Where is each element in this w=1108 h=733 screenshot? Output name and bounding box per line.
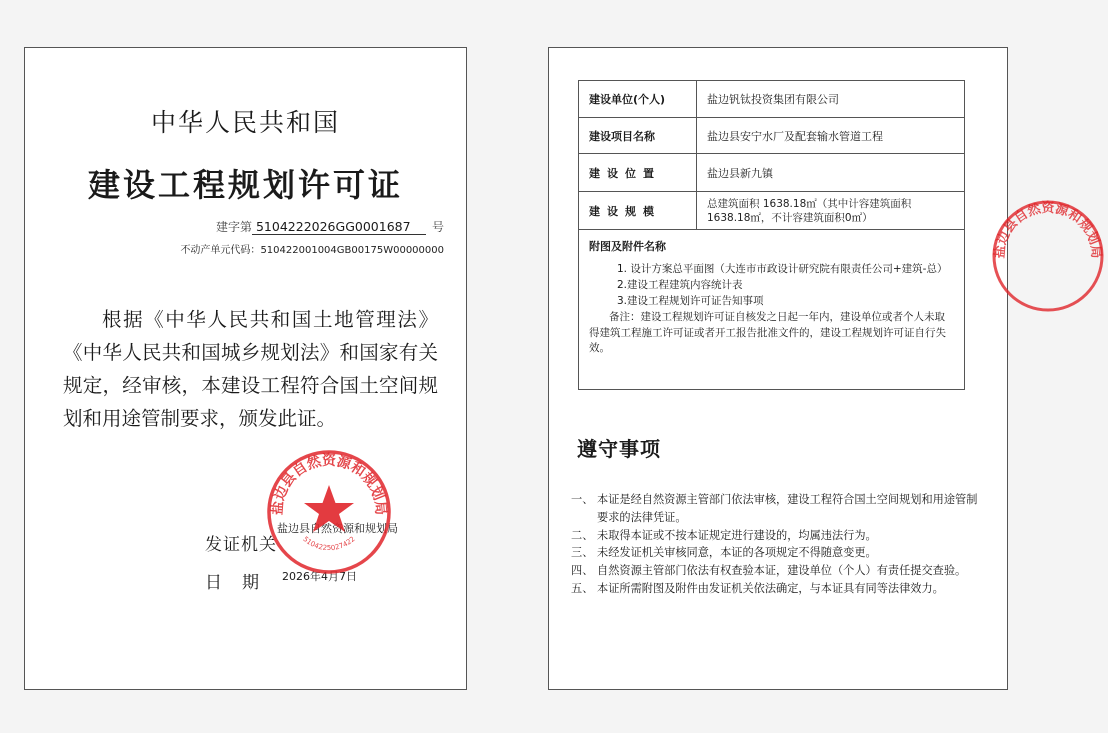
seal-text: 盐边县自然资源和规划局 [269, 453, 389, 516]
row-key: 建设位置 [579, 154, 697, 192]
list-item: 2.建设工程建筑内容统计表 [617, 279, 743, 291]
list-item [571, 544, 981, 562]
attachments-title: 附图及附件名称 [589, 240, 666, 253]
issuer-label: 发证机关 [205, 535, 277, 555]
table-row [579, 192, 965, 230]
attachments-list [589, 261, 954, 309]
seal-code: 5104225027422 [301, 535, 357, 553]
project-info-table [578, 80, 965, 390]
certificate-back-page [548, 47, 1008, 690]
row-value: 盐边县新九镇 [697, 154, 965, 192]
permit-number: 5104222026GG0001687 [252, 219, 426, 235]
certificate-body-text: 根据《中华人民共和国土地管理法》《中华人民共和国城乡规划法》和国家有关规定，经审核，本建设工程符合国土空间规划和用途管制要求，颁发此证。 [63, 308, 438, 430]
issue-date: 2026年4月7日 [282, 570, 357, 583]
unit-code: 510422001004GB00175W00000000 [260, 245, 444, 256]
row-key: 建设单位(个人) [579, 81, 697, 118]
table-row [579, 154, 965, 192]
svg-text:盐边县自然资源和规划局 [992, 200, 1104, 259]
notice-number: 二、 [571, 528, 594, 542]
notice-text: 本证所需附图及附件由发证机关依法确定，与本证具有同等法律效力。 [597, 581, 944, 595]
row-value: 盐边县安宁水厂及配套输水管道工程 [697, 118, 965, 154]
notice-number: 四、 [571, 564, 594, 578]
notice-text: 本证是经自然资源主管部门依法审核，建设工程符合国土空间规划和用途管制要求的法律凭证。 [597, 493, 978, 524]
permit-prefix: 建字第 [215, 220, 252, 234]
row-key: 建设项目名称 [579, 118, 697, 154]
row-value: 总建筑面积 1638.18㎡（其中计容建筑面积1638.18㎡，不计容建筑面积0㎡） [697, 192, 965, 230]
partial-seal-text: 盐边县自然资源和规划局 [992, 201, 1104, 259]
partial-seal-icon [988, 196, 1108, 316]
notice-number: 一、 [571, 493, 594, 506]
table-row [579, 81, 965, 118]
certificate-front-page [24, 47, 467, 690]
official-seal-icon [262, 445, 396, 579]
notice-text: 未经发证机关审核同意，本证的各项规定不得随意变更。 [597, 546, 877, 560]
notice-number: 五、 [571, 581, 594, 595]
remark-text: 备注：建设工程规划许可证自核发之日起一年内，建设单位或者个人未取得建筑工程施工许可证或者开工报告批准文件的，建设工程规划许可证自行失效。 [589, 311, 946, 354]
notice-text: 未取得本证或不按本证规定进行建设的，均属违法行为。 [597, 528, 877, 542]
permit-number-row [216, 218, 444, 235]
row-key: 建设规模 [579, 192, 697, 230]
unit-code-label: 不动产单元代码： [180, 245, 261, 256]
list-item [571, 562, 981, 580]
date-label: 日期 [205, 573, 279, 593]
svg-text:5104225027422 [301, 535, 356, 552]
list-item: 3.建设工程规划许可证告知事项 [617, 295, 764, 307]
permit-suffix: 号 [431, 220, 444, 234]
list-item [571, 491, 981, 527]
row-value: 盐边钒钛投资集团有限公司 [697, 81, 965, 118]
attachments-cell [579, 230, 965, 390]
notice-list [571, 491, 981, 598]
list-item [571, 580, 981, 598]
table-row [579, 118, 965, 154]
issuer-name: 盐边县自然资源和规划局 [277, 522, 398, 535]
notice-number: 三、 [571, 546, 594, 560]
notice-text: 自然资源主管部门依法有权查验本证，建设单位（个人）有责任提交查验。 [597, 564, 967, 578]
unit-code-row [180, 241, 444, 256]
list-item: 1. 设计方案总平面图（大连市市政设计研究院有限责任公司+建筑-总） [617, 263, 948, 275]
notice-title: 遵守事项 [577, 437, 661, 461]
certificate-title: 建设工程规划许可证 [87, 166, 403, 204]
attachments-row [579, 230, 965, 390]
list-item [571, 527, 981, 545]
country-name: 中华人民共和国 [150, 108, 340, 137]
